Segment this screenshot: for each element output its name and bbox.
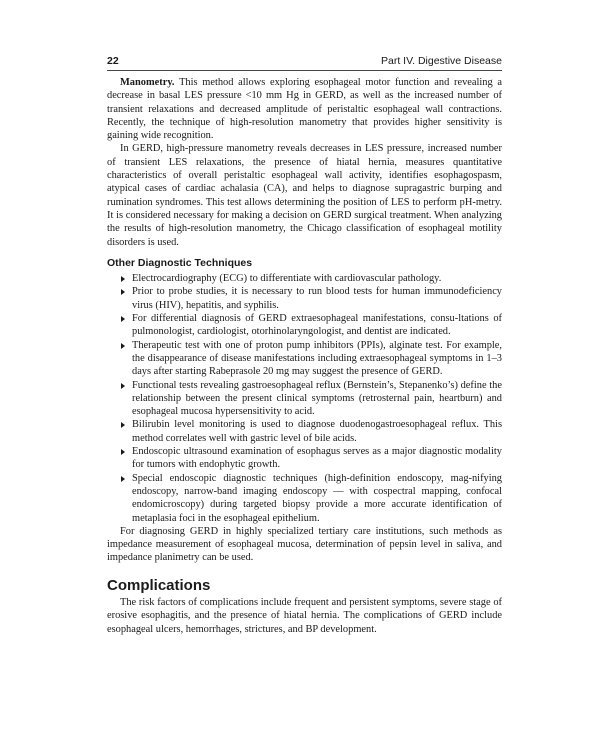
list-item: Electrocardiography (ECG) to differentiate with cardiovascular pathology. (107, 272, 502, 285)
manometry-paragraph (107, 76, 502, 142)
techniques-closing-paragraph: For diagnosing GERD in highly specialized tertiary care institutions, such methods as impedance measurement of esophageal mucosa, determination of pepsin level in saliva, and impedance planimetry can be used. (107, 525, 502, 564)
bullet-icon (121, 316, 125, 322)
list-item: For differential diagnosis of GERD extraesophageal manifestations, consu-ltations of pulmonologist, cardiologist, otorhinolaryngologist, and dentist are indicated. (107, 312, 502, 339)
page-number: 22 (107, 55, 119, 67)
page-header (107, 53, 502, 69)
list-item: Prior to probe studies, it is necessary to run blood tests for human immunodeficiency virus (HIV), hepatitis, and syphilis. (107, 285, 502, 312)
bullet-icon (121, 289, 125, 295)
complications-paragraph: The risk factors of complications include frequent and persistent symptoms, severe stage of erosive esophagitis, and the presence of hiatal hernia. The complications of GERD include esophageal ulcers, hemorrhages, strictures, and BP development. (107, 596, 502, 635)
running-title: Part IV. Digestive Disease (380, 55, 502, 67)
bullet-icon (121, 383, 125, 389)
list-item: Bilirubin level monitoring is used to diagnose duodenogastroesophageal reflux. This method correlates well with gastric level of bile acids. (107, 418, 502, 445)
list-item: Functional tests revealing gastroesophageal reflux (Bernstein’s, Stepanenko’s) define the relationship between the present clinical symptoms (retrosternal pain, heartburn) and esophageal mucosa hypersensitivity to acid. (107, 379, 502, 419)
page-body (107, 76, 502, 636)
bullet-icon (121, 422, 125, 428)
bullet-icon (121, 343, 125, 349)
bullet-icon (121, 276, 125, 282)
manometry-lead: Manometry. (120, 77, 175, 88)
gerd-manometry-paragraph: In GERD, high-pressure manometry reveals decreases in LES pressure, increased number of transient LES relaxations, the presence of hiatal hernia, measures quantitative characteristics of overall peristaltic esophageal wall activity, identifies esophagospasm, atypical cases of cardiac achalasia (CA), and helps to diagnose supragastric burping and rumination syndromes. This test allows determining the position of LES to perform pH-metry. It is considered necessary for making a decision on GERD surgical treatment. When analyzing the results of high-resolution manometry, the Chicago classification of esophageal motility disorders is used. (107, 143, 502, 248)
bullet-icon (121, 449, 125, 455)
header-rule (107, 70, 502, 71)
complications-heading: Complications (107, 576, 211, 594)
list-item: Special endoscopic diagnostic techniques (high-definition endoscopy, mag-nifying endoscopy, narrow-band imaging endoscopy — with cospectral mapping, confocal endomicroscopy) during targeted biopsy provide a more accurate identification of metaplasia foci in the esophageal epithelium. (107, 472, 502, 525)
techniques-list (107, 272, 502, 525)
list-item: Therapeutic test with one of proton pump inhibitors (PPIs), alginate test. For example, the disappearance of disease manifestations including extraesophageal symptoms in 1–3 days after starting Rabeprasole 20 mg may suggest the presence of GERD. (107, 339, 502, 379)
other-techniques-heading: Other Diagnostic Techniques (107, 256, 253, 269)
list-item: Endoscopic ultrasound examination of esophagus serves as a major diagnostic modality for tumors with endophytic growth. (107, 445, 502, 472)
manometry-text: This method allows exploring esophageal motor function and revealing a decrease in basal LES pressure <10 mm Hg in GERD, as well as the increased number of transient relaxations and decreased amplitude of peristaltic esophageal wall contractions. Recently, the technique of high-resolution manometry that provides higher sensitivity is gaining wide recognition. (107, 77, 502, 142)
bullet-icon (121, 476, 125, 482)
